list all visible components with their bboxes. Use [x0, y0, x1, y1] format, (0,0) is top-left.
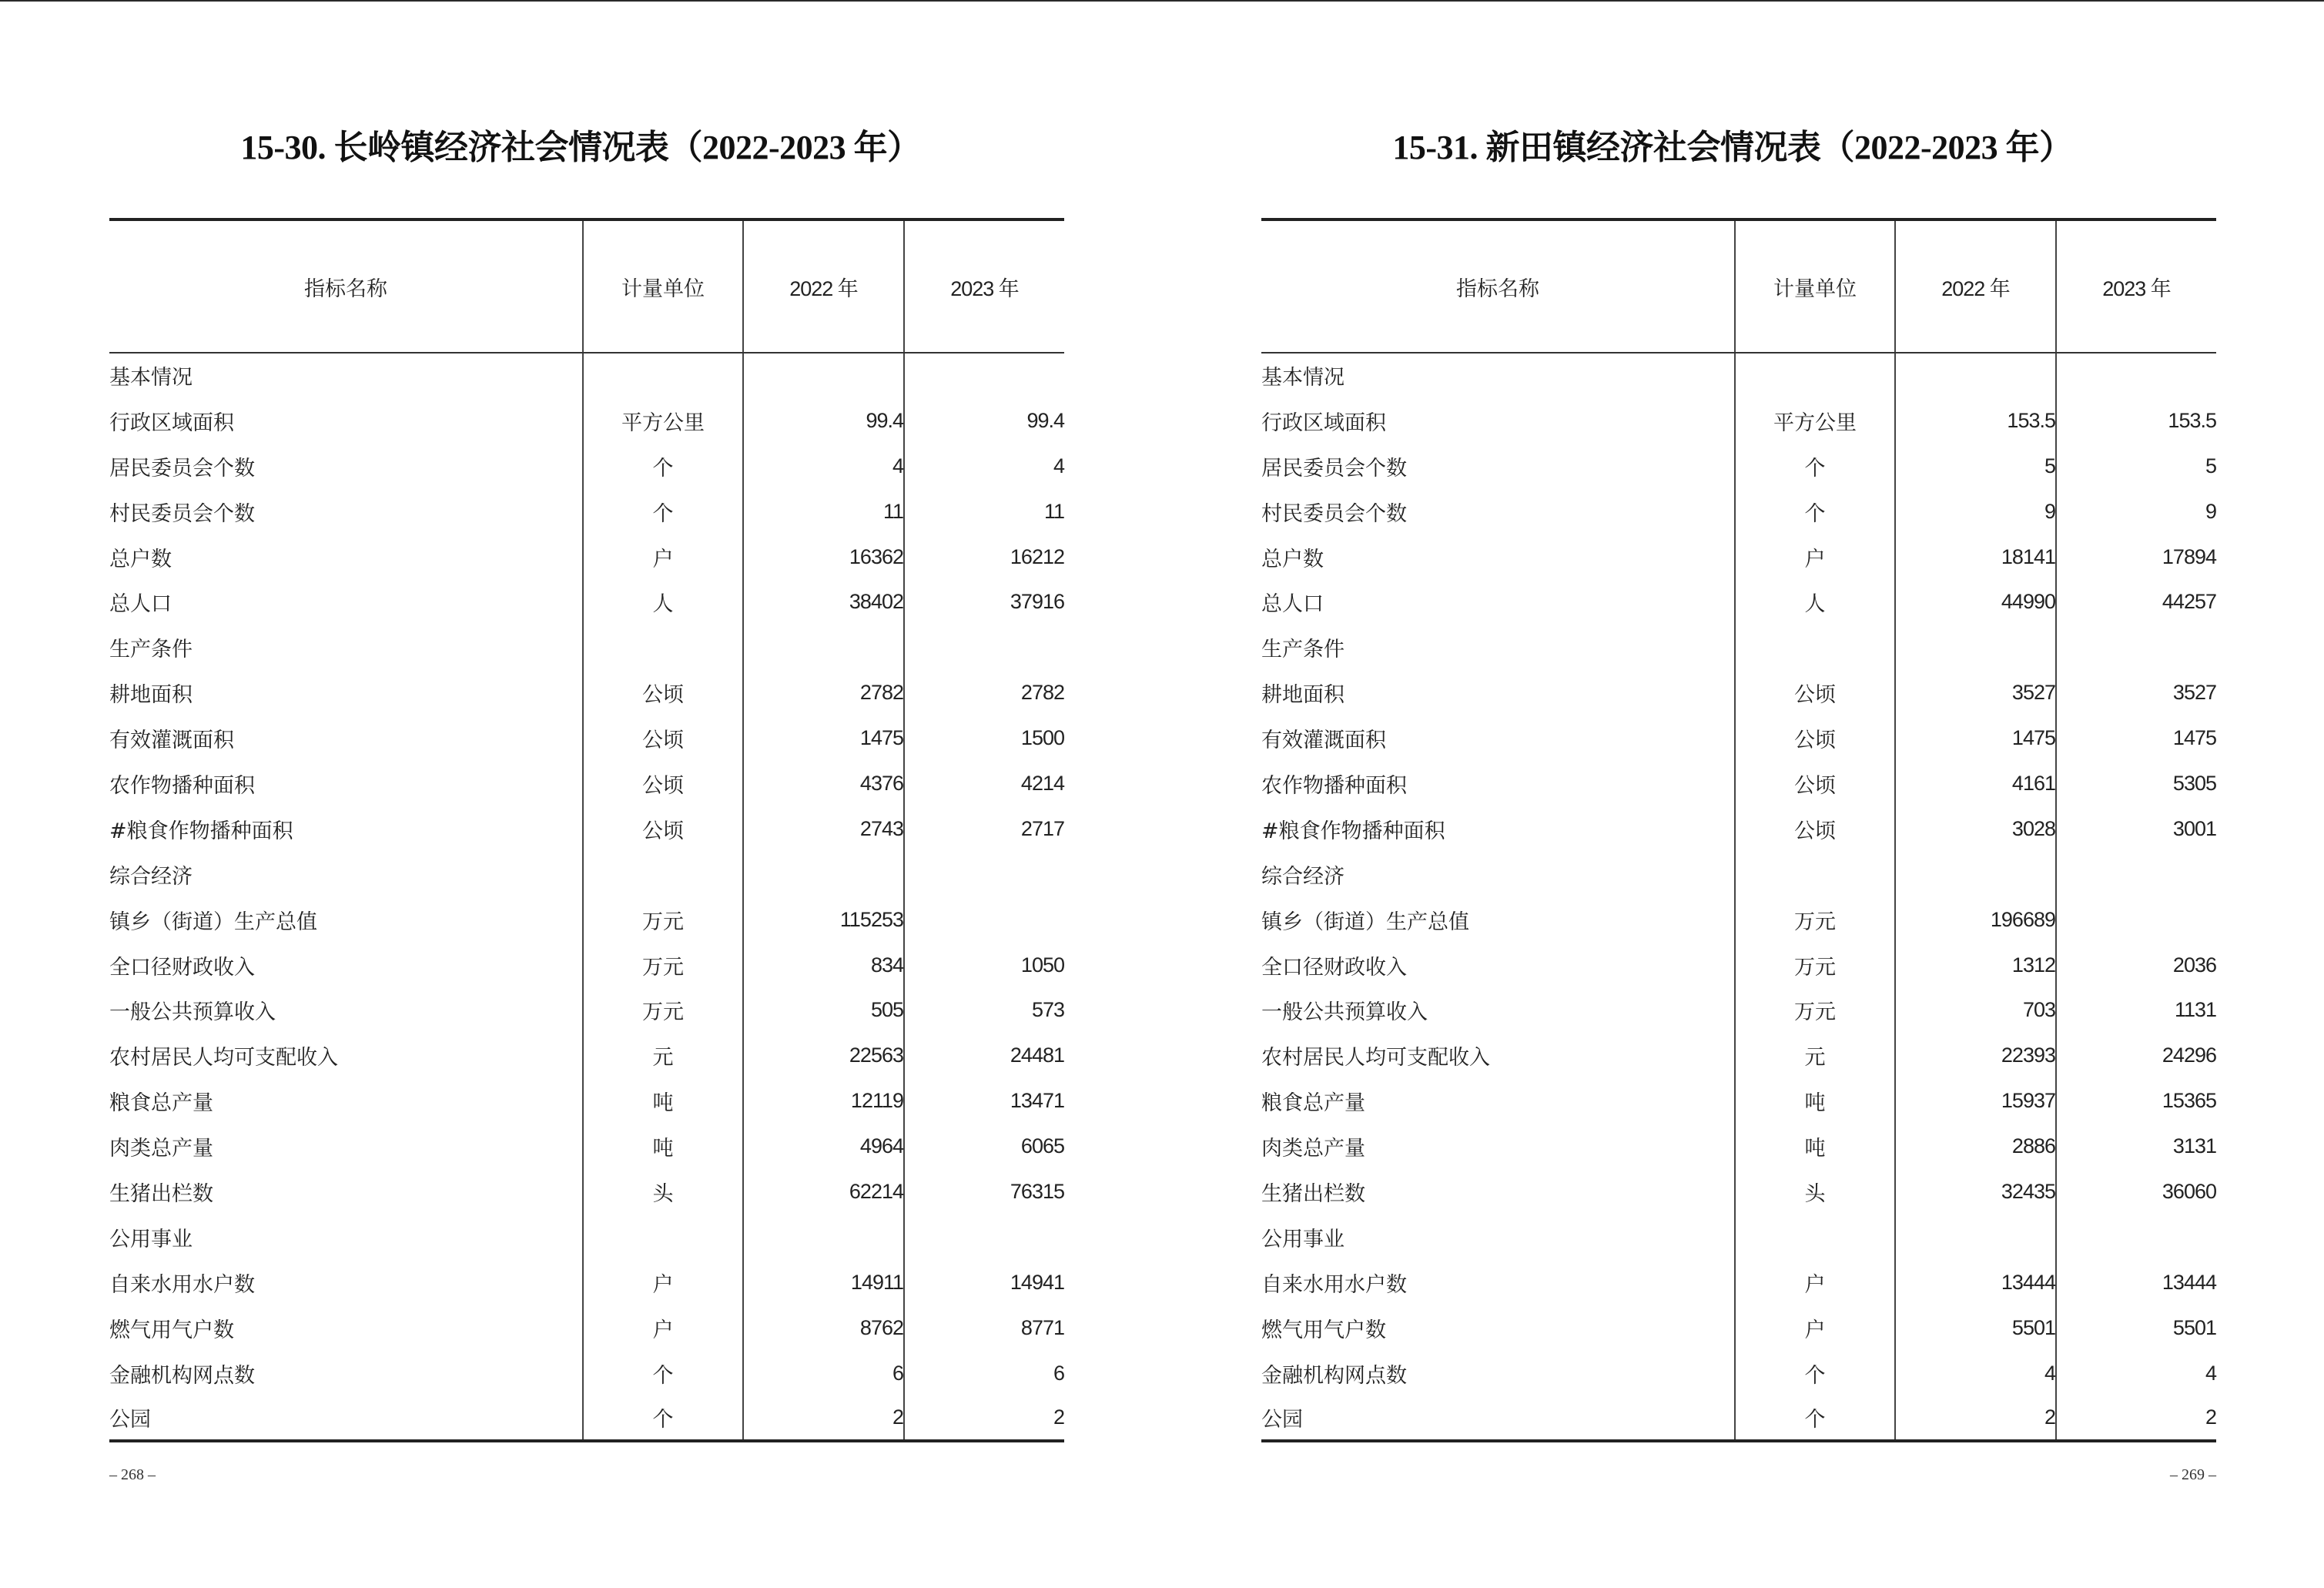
header-year-2023: 2023 年	[904, 219, 1064, 353]
table-row	[109, 943, 1064, 988]
value-2023-cell	[2056, 353, 2216, 398]
value-2023-cell: 1500	[904, 715, 1064, 761]
value-2023-cell: 24296	[2056, 1033, 2216, 1078]
value-2023-cell: 1475	[2056, 715, 2216, 761]
unit-cell: 公顷	[1735, 715, 1895, 761]
value-2022-cell	[1895, 852, 2056, 897]
table-title: 15-30. 长岭镇经济社会情况表（2022-2023 年）	[240, 129, 921, 166]
indicator-name: #粮食作物播种面积	[109, 819, 293, 843]
value-2022-cell: 62214	[743, 1169, 904, 1214]
value-2023-cell	[904, 897, 1064, 943]
unit-cell: 人	[583, 579, 743, 625]
value-2022-cell: 4964	[743, 1124, 904, 1169]
indicator-name: 镇乡（街道）生产总值	[109, 910, 317, 934]
indicator-name: 总人口	[109, 592, 172, 617]
unit-cell	[583, 625, 743, 670]
value-2022-cell	[1895, 353, 2056, 398]
value-2022-cell: 4	[743, 444, 904, 489]
value-2022-cell: 99.4	[743, 398, 904, 444]
value-2023-cell: 4	[2056, 1351, 2216, 1396]
indicator-name: 粮食总产量	[1261, 1091, 1365, 1116]
value-2022-cell: 4376	[743, 761, 904, 806]
value-2022-cell	[1895, 625, 2056, 670]
value-2023-cell: 5305	[2056, 761, 2216, 806]
unit-cell: 公顷	[583, 761, 743, 806]
section-row	[109, 625, 1064, 670]
section-row	[1261, 625, 2216, 670]
unit-cell: 公顷	[583, 715, 743, 761]
table-row	[109, 806, 1064, 852]
page-number: – 269 –	[2170, 1466, 2216, 1483]
indicator-name: 农作物播种面积	[109, 773, 255, 798]
indicator-name: 镇乡（街道）生产总值	[1261, 910, 1469, 934]
indicator-name: 村民委员会个数	[109, 501, 255, 526]
value-2022-cell: 3527	[1895, 670, 2056, 715]
indicator-name: 有效灌溉面积	[1261, 729, 1386, 753]
value-2023-cell: 24481	[904, 1033, 1064, 1078]
value-2023-cell: 16212	[904, 534, 1064, 580]
value-2022-cell: 2782	[743, 670, 904, 715]
value-2023-cell: 8771	[904, 1305, 1064, 1351]
value-2023-cell: 1131	[2056, 987, 2216, 1033]
table-row	[109, 534, 1064, 580]
value-2022-cell: 834	[743, 943, 904, 988]
table-row	[1261, 534, 2216, 580]
table-row	[109, 1124, 1064, 1169]
unit-cell: 个	[583, 1395, 743, 1441]
table-row	[109, 1078, 1064, 1124]
unit-cell: 个	[1735, 1395, 1895, 1441]
table-row	[109, 1351, 1064, 1396]
value-2022-cell: 15937	[1895, 1078, 2056, 1124]
indicator-name: 生猪出栏数	[1261, 1181, 1365, 1206]
value-2023-cell: 2036	[2056, 943, 2216, 988]
unit-cell: 万元	[1735, 987, 1895, 1033]
header-unit: 计量单位	[1735, 219, 1895, 353]
value-2022-cell	[743, 625, 904, 670]
value-2023-cell	[904, 353, 1064, 398]
unit-cell: 吨	[583, 1078, 743, 1124]
table-row	[109, 1395, 1064, 1441]
value-2023-cell: 4	[904, 444, 1064, 489]
section-name: 基本情况	[1261, 366, 1345, 390]
value-2022-cell: 11	[743, 489, 904, 534]
indicator-name: 居民委员会个数	[109, 456, 255, 481]
table-row	[1261, 579, 2216, 625]
table-row	[1261, 444, 2216, 489]
value-2022-cell: 22393	[1895, 1033, 2056, 1078]
table-row	[109, 715, 1064, 761]
unit-cell	[583, 852, 743, 897]
indicator-name: 肉类总产量	[1261, 1137, 1365, 1161]
unit-cell: 公顷	[583, 806, 743, 852]
value-2023-cell: 2717	[904, 806, 1064, 852]
unit-cell: 吨	[1735, 1078, 1895, 1124]
indicator-name: 行政区域面积	[1261, 410, 1386, 435]
value-2022-cell: 115253	[743, 897, 904, 943]
indicator-name: 金融机构网点数	[109, 1363, 255, 1388]
value-2022-cell: 9	[1895, 489, 2056, 534]
indicator-name: 一般公共预算收入	[109, 1000, 276, 1025]
unit-cell: 户	[583, 1260, 743, 1305]
table-row	[109, 1305, 1064, 1351]
value-2023-cell: 15365	[2056, 1078, 2216, 1124]
unit-cell: 头	[1735, 1169, 1895, 1214]
value-2022-cell: 12119	[743, 1078, 904, 1124]
value-2022-cell: 2	[1895, 1395, 2056, 1441]
unit-cell: 个	[583, 1351, 743, 1396]
table-row	[1261, 398, 2216, 444]
indicator-name: 村民委员会个数	[1261, 501, 1407, 526]
table-body	[1261, 353, 2216, 1441]
table-row	[1261, 761, 2216, 806]
value-2022-cell: 3028	[1895, 806, 2056, 852]
table-body	[109, 353, 1064, 1441]
unit-cell: 公顷	[1735, 670, 1895, 715]
indicator-name: 总户数	[109, 547, 172, 571]
section-row	[1261, 1214, 2216, 1260]
table-row	[1261, 1078, 2216, 1124]
header-year-2023: 2023 年	[2056, 219, 2216, 353]
value-2023-cell: 2	[904, 1395, 1064, 1441]
table-row	[1261, 1124, 2216, 1169]
header-indicator-name: 指标名称	[109, 219, 583, 353]
table-row	[1261, 670, 2216, 715]
value-2022-cell	[743, 852, 904, 897]
value-2022-cell: 505	[743, 987, 904, 1033]
unit-cell: 公顷	[1735, 806, 1895, 852]
table-row	[109, 761, 1064, 806]
indicator-name: 全口径财政收入	[109, 955, 255, 980]
value-2022-cell: 13444	[1895, 1260, 2056, 1305]
value-2023-cell: 2782	[904, 670, 1064, 715]
value-2023-cell	[2056, 897, 2216, 943]
table-row	[1261, 1351, 2216, 1396]
unit-cell: 万元	[1735, 897, 1895, 943]
value-2022-cell: 1312	[1895, 943, 2056, 988]
value-2023-cell	[2056, 1214, 2216, 1260]
unit-cell	[583, 353, 743, 398]
section-row	[109, 852, 1064, 897]
unit-cell: 户	[1735, 534, 1895, 580]
value-2022-cell: 32435	[1895, 1169, 2056, 1214]
value-2022-cell: 1475	[743, 715, 904, 761]
section-name: 生产条件	[1261, 638, 1345, 662]
unit-cell: 元	[1735, 1033, 1895, 1078]
unit-cell: 公顷	[1735, 761, 1895, 806]
indicator-name: 总户数	[1261, 547, 1324, 571]
value-2023-cell: 37916	[904, 579, 1064, 625]
value-2022-cell: 14911	[743, 1260, 904, 1305]
indicator-name: 有效灌溉面积	[109, 729, 234, 753]
value-2022-cell: 5	[1895, 444, 2056, 489]
unit-cell: 户	[1735, 1305, 1895, 1351]
indicator-name: 耕地面积	[109, 683, 193, 708]
indicator-name: 粮食总产量	[109, 1091, 213, 1116]
indicator-name: 金融机构网点数	[1261, 1363, 1407, 1388]
indicator-name: 燃气用气户数	[109, 1318, 234, 1342]
table-title: 15-31. 新田镇经济社会情况表（2022-2023 年）	[1392, 129, 2073, 166]
table-row	[1261, 897, 2216, 943]
value-2022-cell: 8762	[743, 1305, 904, 1351]
unit-cell: 万元	[583, 987, 743, 1033]
table-row	[1261, 489, 2216, 534]
value-2023-cell: 9	[2056, 489, 2216, 534]
value-2023-cell: 36060	[2056, 1169, 2216, 1214]
indicator-name: 农村居民人均可支配收入	[1261, 1046, 1490, 1070]
table-row	[1261, 1169, 2216, 1214]
page-number: – 268 –	[109, 1466, 156, 1483]
value-2023-cell: 11	[904, 489, 1064, 534]
value-2023-cell: 76315	[904, 1169, 1064, 1214]
statistics-table	[109, 218, 1064, 1442]
section-name: 基本情况	[109, 366, 193, 390]
indicator-name: 一般公共预算收入	[1261, 1000, 1428, 1025]
unit-cell	[1735, 852, 1895, 897]
unit-cell: 个	[1735, 489, 1895, 534]
table-row	[109, 1260, 1064, 1305]
unit-cell: 万元	[583, 897, 743, 943]
section-name: 公用事业	[109, 1227, 193, 1251]
value-2023-cell: 3131	[2056, 1124, 2216, 1169]
unit-cell: 吨	[583, 1124, 743, 1169]
header-row	[109, 219, 1064, 353]
unit-cell	[1735, 1214, 1895, 1260]
indicator-name: #粮食作物播种面积	[1261, 819, 1445, 843]
table-row	[109, 670, 1064, 715]
value-2023-cell: 13444	[2056, 1260, 2216, 1305]
unit-cell: 人	[1735, 579, 1895, 625]
value-2023-cell	[2056, 852, 2216, 897]
unit-cell	[1735, 353, 1895, 398]
header-year-2022: 2022 年	[743, 219, 904, 353]
indicator-name: 耕地面积	[1261, 683, 1345, 708]
unit-cell: 平方公里	[583, 398, 743, 444]
indicator-name: 总人口	[1261, 592, 1324, 617]
value-2022-cell: 22563	[743, 1033, 904, 1078]
value-2023-cell	[904, 625, 1064, 670]
value-2022-cell: 5501	[1895, 1305, 2056, 1351]
indicator-name: 居民委员会个数	[1261, 456, 1407, 481]
statistics-table	[1261, 218, 2216, 1442]
section-row	[1261, 852, 2216, 897]
table-row	[109, 987, 1064, 1033]
unit-cell: 头	[583, 1169, 743, 1214]
section-row	[109, 353, 1064, 398]
unit-cell: 吨	[1735, 1124, 1895, 1169]
indicator-name: 农村居民人均可支配收入	[109, 1046, 338, 1070]
value-2023-cell: 5	[2056, 444, 2216, 489]
value-2023-cell: 4214	[904, 761, 1064, 806]
value-2022-cell: 44990	[1895, 579, 2056, 625]
value-2022-cell: 4161	[1895, 761, 2056, 806]
page-right	[1162, 0, 2324, 1588]
value-2023-cell: 2	[2056, 1395, 2216, 1441]
value-2022-cell: 1475	[1895, 715, 2056, 761]
unit-cell: 万元	[1735, 943, 1895, 988]
indicator-name: 公园	[109, 1395, 583, 1441]
value-2022-cell: 2743	[743, 806, 904, 852]
value-2022-cell	[1895, 1214, 2056, 1260]
value-2023-cell: 44257	[2056, 579, 2216, 625]
unit-cell: 户	[583, 1305, 743, 1351]
table-row	[1261, 1260, 2216, 1305]
header-indicator-name: 指标名称	[1261, 219, 1735, 353]
value-2022-cell: 2886	[1895, 1124, 2056, 1169]
unit-cell: 平方公里	[1735, 398, 1895, 444]
indicator-name: 农作物播种面积	[1261, 773, 1407, 798]
unit-cell	[583, 1214, 743, 1260]
table-row	[109, 1033, 1064, 1078]
indicator-name: 肉类总产量	[109, 1137, 213, 1161]
unit-cell: 公顷	[583, 670, 743, 715]
section-name: 生产条件	[109, 638, 193, 662]
unit-cell: 户	[1735, 1260, 1895, 1305]
value-2023-cell: 6065	[904, 1124, 1064, 1169]
value-2023-cell: 14941	[904, 1260, 1064, 1305]
table-row	[1261, 943, 2216, 988]
indicator-name: 自来水用水户数	[109, 1272, 255, 1297]
value-2022-cell: 153.5	[1895, 398, 2056, 444]
value-2023-cell	[904, 852, 1064, 897]
header-unit: 计量单位	[583, 219, 743, 353]
unit-cell: 个	[1735, 444, 1895, 489]
table-row	[1261, 715, 2216, 761]
value-2023-cell: 17894	[2056, 534, 2216, 580]
value-2022-cell: 16362	[743, 534, 904, 580]
value-2023-cell	[2056, 625, 2216, 670]
value-2023-cell: 573	[904, 987, 1064, 1033]
section-name: 综合经济	[109, 864, 193, 889]
table-row	[109, 398, 1064, 444]
indicator-name: 燃气用气户数	[1261, 1318, 1386, 1342]
value-2023-cell: 13471	[904, 1078, 1064, 1124]
indicator-name: 公园	[1261, 1395, 1735, 1441]
unit-cell: 个	[1735, 1351, 1895, 1396]
value-2023-cell: 3001	[2056, 806, 2216, 852]
unit-cell: 户	[583, 534, 743, 580]
unit-cell: 万元	[583, 943, 743, 988]
value-2022-cell: 196689	[1895, 897, 2056, 943]
unit-cell: 个	[583, 444, 743, 489]
value-2022-cell: 703	[1895, 987, 2056, 1033]
table-row	[109, 444, 1064, 489]
section-name: 综合经济	[1261, 864, 1345, 889]
value-2022-cell	[743, 353, 904, 398]
header-year-2022: 2022 年	[1895, 219, 2056, 353]
unit-cell: 个	[583, 489, 743, 534]
value-2023-cell: 1050	[904, 943, 1064, 988]
indicator-name: 自来水用水户数	[1261, 1272, 1407, 1297]
table-row	[1261, 1395, 2216, 1441]
table-row	[109, 1169, 1064, 1214]
section-name: 公用事业	[1261, 1227, 1345, 1251]
table-row	[1261, 1305, 2216, 1351]
table-row	[109, 579, 1064, 625]
value-2023-cell: 153.5	[2056, 398, 2216, 444]
section-row	[1261, 353, 2216, 398]
value-2023-cell	[904, 1214, 1064, 1260]
section-row	[109, 1214, 1064, 1260]
indicator-name: 全口径财政收入	[1261, 955, 1407, 980]
table-row	[109, 897, 1064, 943]
table-row	[1261, 1033, 2216, 1078]
indicator-name: 行政区域面积	[109, 410, 234, 435]
value-2022-cell: 38402	[743, 579, 904, 625]
unit-cell	[1735, 625, 1895, 670]
indicator-name: 生猪出栏数	[109, 1181, 213, 1206]
value-2022-cell: 18141	[1895, 534, 2056, 580]
value-2022-cell	[743, 1214, 904, 1260]
table-row	[109, 489, 1064, 534]
unit-cell: 元	[583, 1033, 743, 1078]
value-2022-cell: 6	[743, 1351, 904, 1396]
value-2023-cell: 6	[904, 1351, 1064, 1396]
value-2023-cell: 99.4	[904, 398, 1064, 444]
value-2022-cell: 2	[743, 1395, 904, 1441]
header-row	[1261, 219, 2216, 353]
table-row	[1261, 987, 2216, 1033]
value-2023-cell: 5501	[2056, 1305, 2216, 1351]
value-2023-cell: 3527	[2056, 670, 2216, 715]
value-2022-cell: 4	[1895, 1351, 2056, 1396]
table-row	[1261, 806, 2216, 852]
